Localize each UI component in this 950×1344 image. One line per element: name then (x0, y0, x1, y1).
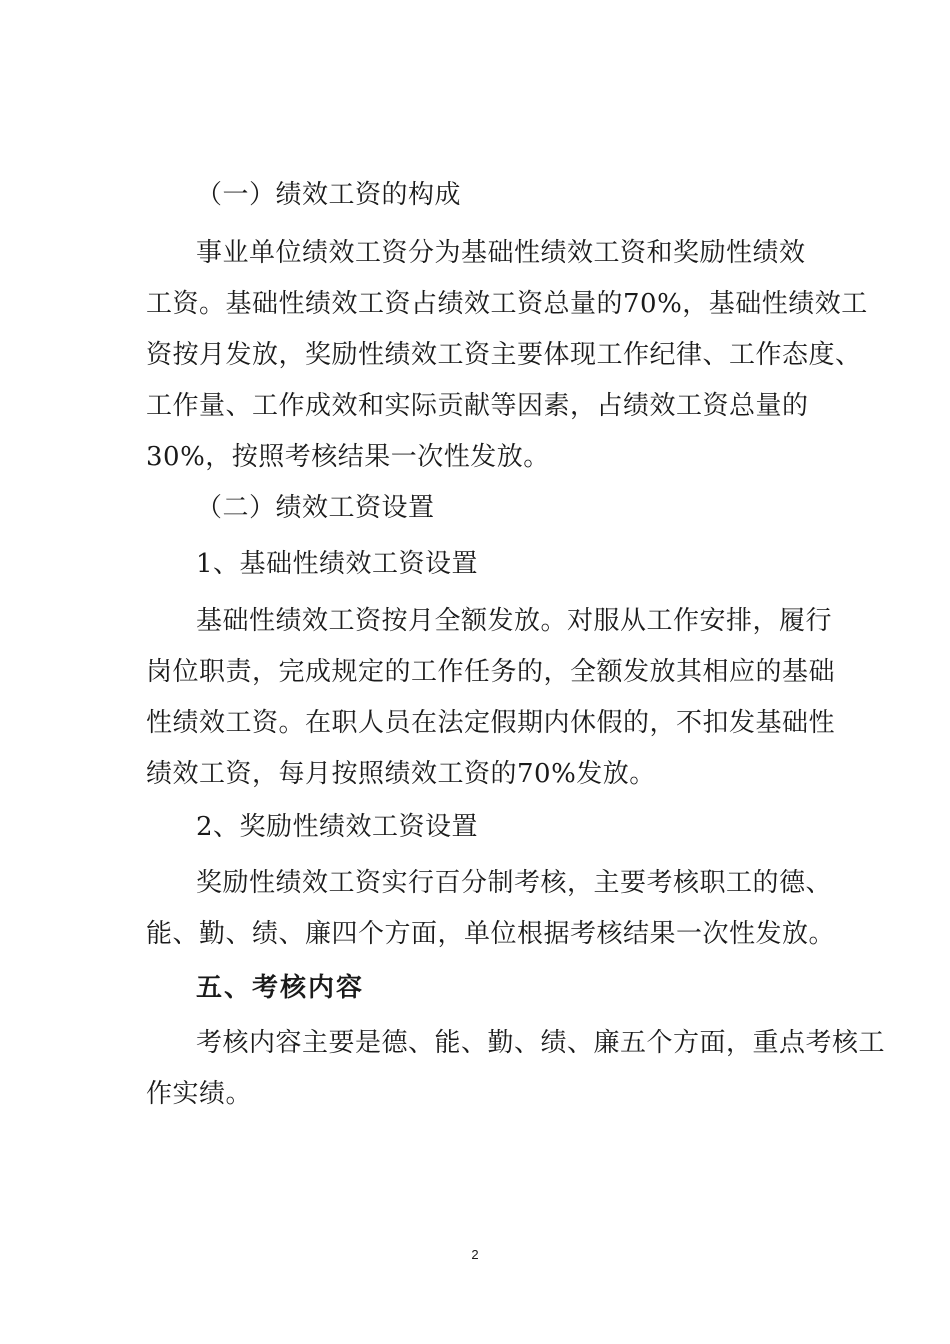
paragraph-line: 工资。基础性绩效工资占绩效工资总量的70%，基础性绩效工 (146, 289, 868, 319)
paragraph-line: 30%，按照考核结果一次性发放。 (146, 442, 550, 472)
paragraph-line: 基础性绩效工资按月全额发放。对服从工作安排，履行 (196, 606, 833, 636)
paragraph-line: 考核内容主要是德、能、勤、绩、廉五个方面，重点考核工 (196, 1028, 886, 1058)
paragraph-line: 事业单位绩效工资分为基础性绩效工资和奖励性绩效 (196, 238, 806, 268)
paragraph-line: 奖励性绩效工资实行百分制考核，主要考核职工的德、 (196, 868, 833, 898)
section-heading-assessment: 五、考核内容 (196, 973, 365, 1003)
subheading-reward: 2、奖励性绩效工资设置 (196, 812, 479, 842)
section-heading-setup: （二）绩效工资设置 (196, 493, 435, 523)
page-number: 2 (471, 1247, 479, 1262)
paragraph-line: 绩效工资，每月按照绩效工资的70%发放。 (146, 759, 656, 789)
paragraph-line: 工作量、工作成效和实际贡献等因素，占绩效工资总量的 (146, 391, 809, 421)
paragraph-line: 资按月发放，奖励性绩效工资主要体现工作纪律、工作态度、 (146, 340, 862, 370)
section-heading-composition: （一）绩效工资的构成 (196, 180, 462, 210)
paragraph-line: 岗位职责，完成规定的工作任务的，全额发放其相应的基础 (146, 657, 836, 687)
paragraph-line: 能、勤、绩、廉四个方面，单位根据考核结果一次性发放。 (146, 919, 836, 949)
paragraph-line: 性绩效工资。在职人员在法定假期内休假的，不扣发基础性 (146, 708, 836, 738)
paragraph-line: 作实绩。 (146, 1079, 253, 1109)
subheading-basic: 1、基础性绩效工资设置 (196, 549, 479, 579)
